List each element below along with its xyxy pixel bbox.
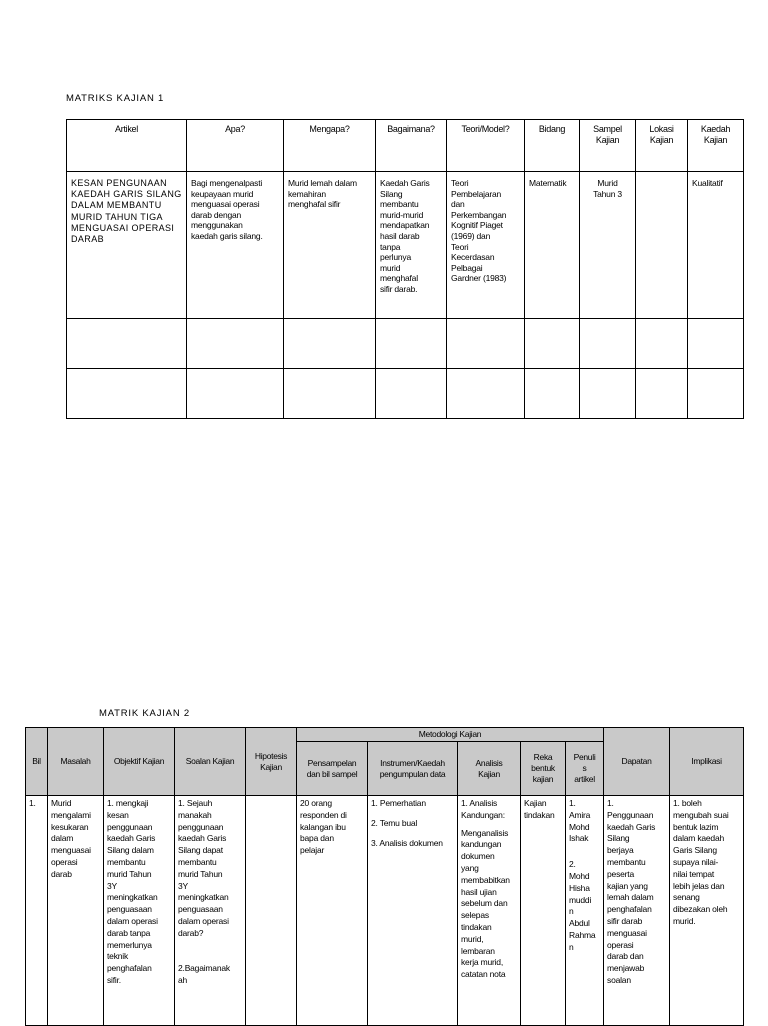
cell-sampel: Murid Tahun 3: [580, 172, 636, 319]
instrumen-item: 2. Temu bual: [371, 817, 418, 828]
header-masalah: Masalah: [48, 728, 104, 796]
cell-dapatan: 1. Penggunaan kaedah Garis Silang berjaya membantu peserta kajian yang lemah dalam penghafalan sifir darab menguasai operasi darab dan menjawab soalan: [604, 796, 670, 1026]
cell-soalan: 1. Sejauh manakah penggunaan kaedah Garis Silang dapat membantu murid Tahun 3Y meningkatkan penguasaan dalam operasi darab? 2.Bagaimanak ah: [175, 796, 246, 1026]
cell-penulis: [566, 796, 604, 1026]
cell-mengapa: Murid lemah dalam kemahiran menghafal sifir: [284, 172, 376, 319]
penulis-item: 1. Amira Mohd Ishak: [569, 798, 591, 844]
cell-bagaimana: Kaedah Garis Silang membantu murid-murid mendapatkan hasil darab tanpa perlunya murid menghafal sifir darab.: [376, 172, 447, 319]
header-kaedah: Kaedah Kajian: [688, 120, 744, 172]
header-artikel: Artikel: [67, 120, 187, 172]
header-reka: Reka bentuk kajian: [521, 742, 566, 796]
header-metodologi: Metodologi Kajian: [297, 728, 604, 742]
cell-apa: Bagi mengenalpasti keupayaan murid menguasai operasi darab dengan menggunakan kaedah garis silang.: [187, 172, 284, 319]
table-row: [67, 172, 744, 319]
cell-objektif: 1. mengkaji kesan penggunaan kaedah Garis Silang dalam membantu murid Tahun 3Y meningkatkan penguasaan dalam operasi darab tanpa memerlunya teknik penghafalan sifir.: [104, 796, 175, 1026]
cell-artikel: KESAN PENGUNAAN KAEDAH GARIS SILANG DALAM MEMBANTU MURID TAHUN TIGA MENGUASAI OPERASI DARAB: [67, 172, 187, 319]
penulis-item: 2. Mohd Hisha muddi n Abdul Rahma n: [569, 859, 596, 952]
instrumen-item: 1. Pemerhatian: [371, 798, 426, 808]
matrix1-header-row: [67, 120, 744, 172]
table-row-empty: [67, 319, 744, 369]
cell-analisis: [458, 796, 521, 1026]
header-dapatan: Dapatan: [604, 728, 670, 796]
matrix2-header-row-1: [26, 728, 744, 742]
header-analisis: Analisis Kajian: [458, 742, 521, 796]
cell-instrumen: [368, 796, 458, 1026]
table-row-empty: [67, 369, 744, 419]
header-soalan: Soalan Kajian: [175, 728, 246, 796]
header-objektif: Objektif Kajian: [104, 728, 175, 796]
cell-reka: Kajian tindakan: [521, 796, 566, 1026]
matrix2-table: [25, 727, 744, 1026]
table-row: [26, 796, 744, 1026]
matrix1-table: [66, 119, 744, 419]
cell-lokasi: [636, 172, 688, 319]
header-bagaimana: Bagaimana?: [376, 120, 447, 172]
matrix1-title: MATRIKS KAJIAN 1: [66, 93, 165, 104]
cell-pensampelan: 20 orang responden di kalangan ibu bapa dan pelajar: [297, 796, 368, 1026]
instrumen-item: 3. Analisis dokumen: [371, 837, 443, 848]
header-hipotesis: Hipotesis Kajian: [246, 728, 297, 796]
cell-teori: Teori Pembelajaran dan Perkembangan Kognitif Piaget (1969) dan Teori Kecerdasan Pelbagai Gardner (1983): [447, 172, 525, 319]
header-bil: Bil: [26, 728, 48, 796]
header-pensampelan: Pensampelan dan bil sampel: [297, 742, 368, 796]
cell-kaedah: Kualitatif: [688, 172, 744, 319]
header-penulis: Penuli s artikel: [566, 742, 604, 796]
analisis-text: Menganalisis kandungan dokumen yang membabitkan hasil ujian sebelum dan selepas tindakan murid, lembaran kerja murid, catatan nota: [461, 827, 510, 980]
cell-bil: 1.: [26, 796, 48, 1026]
header-implikasi: Implikasi: [670, 728, 744, 796]
analisis-heading: 1. Analisis Kandungan:: [461, 798, 505, 820]
header-mengapa: Mengapa?: [284, 120, 376, 172]
cell-masalah: Murid mengalami kesukaran dalam menguasai operasi darab: [48, 796, 104, 1026]
header-teori: Teori/Model?: [447, 120, 525, 172]
header-lokasi: Lokasi Kajian: [636, 120, 688, 172]
matrix2-title: MATRIK KAJIAN 2: [99, 708, 191, 719]
cell-implikasi: 1. boleh mengubah suai bentuk lazim dalam kaedah Garis Silang supaya nilai- nilai tempat lebih jelas dan senang dibezakan oleh murid.: [670, 796, 744, 1026]
header-apa: Apa?: [187, 120, 284, 172]
cell-hipotesis: [246, 796, 297, 1026]
cell-bidang: Matematik: [525, 172, 580, 319]
header-instrumen: Instrumen/Kaedah pengumpulan data: [368, 742, 458, 796]
header-bidang: Bidang: [525, 120, 580, 172]
header-sampel: Sampel Kajian: [580, 120, 636, 172]
